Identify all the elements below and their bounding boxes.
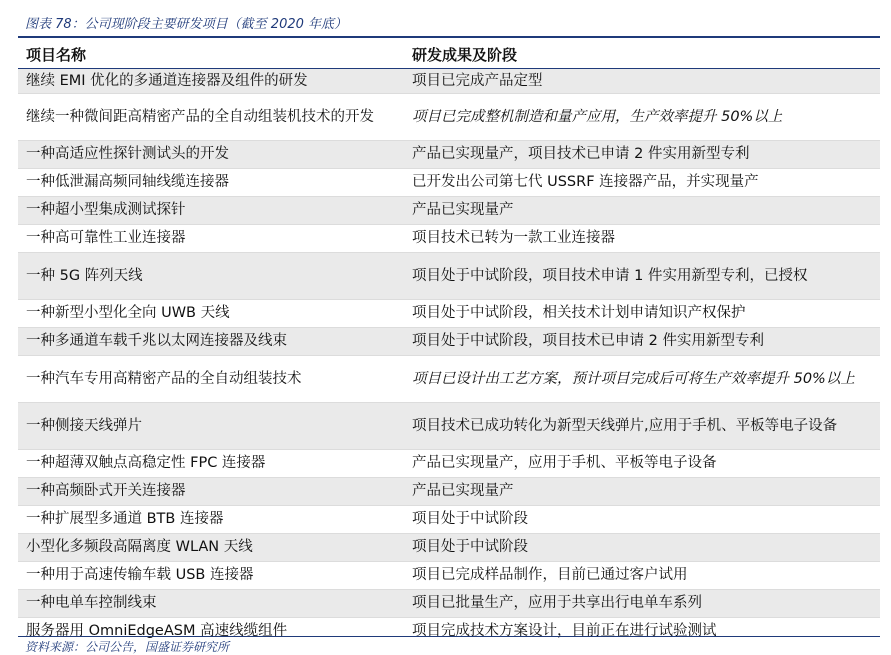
table-row [18, 169, 880, 197]
project-name: 一种汽车专用高精密产品的全自动组装技术 [26, 370, 302, 387]
project-status: 已开发出公司第七代 USSRF 连接器产品，并实现量产 [412, 174, 759, 190]
table-row [18, 300, 880, 328]
project-name: 一种高频卧式开关连接器 [26, 483, 186, 499]
project-name: 服务器用 OmniEdgeASM 高速线缆组件 [26, 623, 288, 639]
table-row [18, 478, 880, 506]
table-row [18, 328, 880, 356]
project-status: 项目处于中试阶段 [412, 539, 528, 555]
bottom-rule [18, 636, 880, 637]
project-status: 项目处于中试阶段，项目技术申请 1 件实用新型专利，已授权 [412, 267, 808, 284]
project-name: 小型化多频段高隔离度 WLAN 天线 [26, 539, 253, 555]
table-row [18, 197, 880, 225]
project-status: 项目已批量生产，应用于共享出行电单车系列 [412, 595, 702, 611]
project-status: 产品已实现量产 [412, 483, 514, 499]
table-row [18, 506, 880, 534]
project-name: 一种超薄双触点高稳定性 FPC 连接器 [26, 455, 266, 471]
table-row [18, 141, 880, 169]
table-caption: 图表 78：公司现阶段主要研发项目（截至 2020 年底） [25, 17, 348, 32]
header-status: 研发成果及阶段 [412, 46, 518, 64]
project-status: 项目完成技术方案设计，目前正在进行试验测试 [412, 623, 717, 639]
project-name: 一种多通道车载千兆以太网连接器及线束 [26, 333, 287, 349]
project-name: 一种侧接天线弹片 [26, 417, 142, 434]
table-row [18, 562, 880, 590]
project-status: 项目处于中试阶段，相关技术计划申请知识产权保护 [412, 305, 746, 321]
table-row [18, 450, 880, 478]
table-row [18, 94, 880, 141]
project-status: 项目已完成样品制作，目前已通过客户试用 [412, 567, 688, 583]
project-name: 一种高可靠性工业连接器 [26, 230, 186, 246]
table-row [18, 403, 880, 450]
project-status: 项目已完成产品定型 [412, 72, 543, 89]
project-name: 一种用于高速传输车载 USB 连接器 [26, 567, 254, 583]
project-name: 继续一种微间距高精密产品的全自动组装机技术的开发 [26, 108, 374, 125]
table-row [18, 225, 880, 253]
table-row [18, 356, 880, 403]
project-name: 一种新型小型化全向 UWB 天线 [26, 305, 230, 321]
project-name: 继续 EMI 优化的多通道连接器及组件的研发 [26, 72, 308, 89]
project-status: 项目技术已成功转化为新型天线弹片,应用于手机、平板等电子设备 [412, 417, 838, 434]
project-name: 一种 5G 阵列天线 [26, 267, 143, 284]
project-name: 一种低泄漏高频同轴线缆连接器 [26, 174, 229, 190]
project-status: 产品已实现量产，应用于手机、平板等电子设备 [412, 455, 717, 471]
table-header [18, 38, 880, 68]
project-status: 产品已实现量产，项目技术已申请 2 件实用新型专利 [412, 146, 750, 162]
project-status: 项目已设计出工艺方案，预计项目完成后可将生产效率提升 50%以上 [412, 370, 855, 387]
header-project-name: 项目名称 [26, 46, 87, 64]
table-row [18, 534, 880, 562]
project-status: 项目处于中试阶段，项目技术已申请 2 件实用新型专利 [412, 333, 764, 349]
project-name: 一种超小型集成测试探针 [26, 202, 186, 218]
project-status: 项目已完成整机制造和量产应用，生产效率提升 50%以上 [412, 108, 783, 125]
table-row [18, 590, 880, 618]
project-status: 项目处于中试阶段 [412, 511, 528, 527]
table-body [18, 69, 880, 645]
project-status: 项目技术已转为一款工业连接器 [412, 230, 615, 246]
table-row [18, 253, 880, 300]
project-name: 一种高适应性探针测试头的开发 [26, 146, 229, 162]
project-name: 一种扩展型多通道 BTB 连接器 [26, 511, 224, 527]
source-note: 资料来源：公司公告，国盛证券研究所 [25, 640, 230, 654]
table-row [18, 69, 880, 94]
project-name: 一种电单车控制线束 [26, 595, 157, 611]
project-status: 产品已实现量产 [412, 202, 514, 218]
